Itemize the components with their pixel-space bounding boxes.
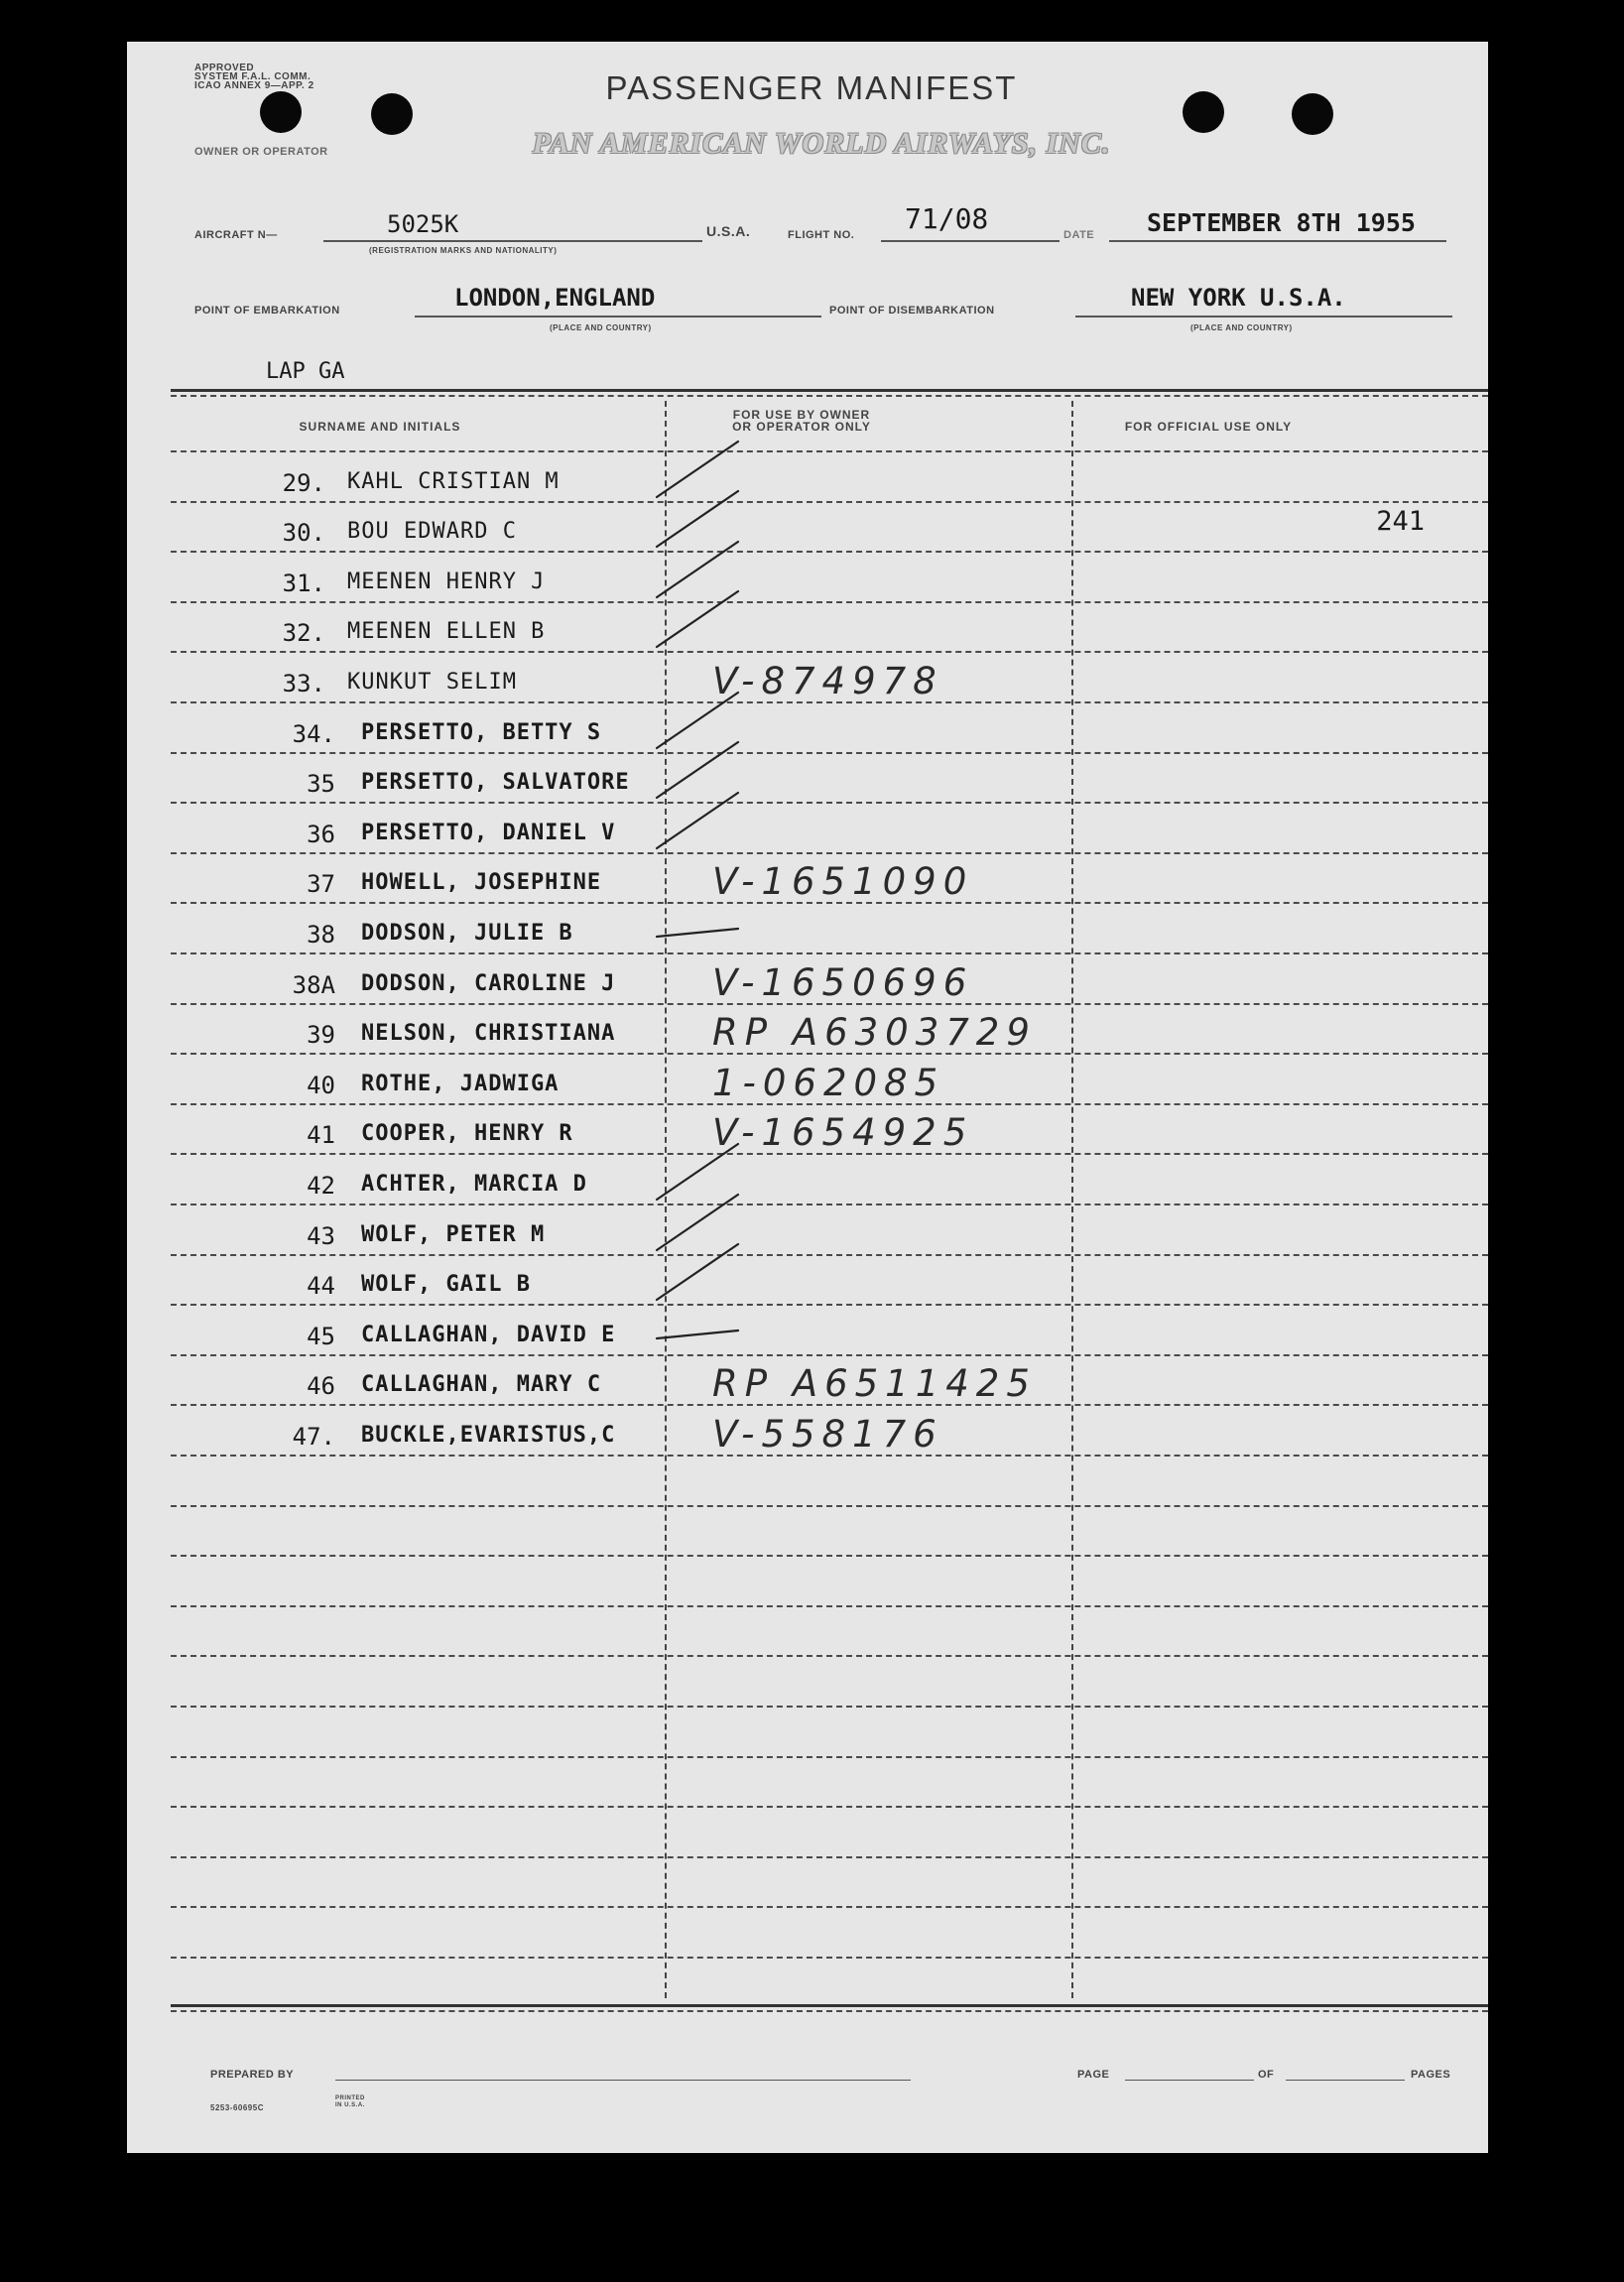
manifest-page	[127, 42, 1488, 2153]
table-row	[127, 815, 1488, 854]
embark-label: POINT OF EMBARKATION	[194, 305, 340, 317]
punch-hole	[1292, 93, 1333, 135]
passenger-name: KUNKUT SELIM	[347, 670, 517, 695]
passenger-number: 37	[307, 870, 335, 898]
operator-name: PAN AMERICAN WORLD AIRWAYS, INC.	[532, 127, 1111, 160]
approval-note	[194, 63, 314, 90]
passenger-name: BOU EDWARD C	[347, 519, 517, 544]
check-mark-icon	[653, 583, 742, 653]
passenger-number: 42	[307, 1172, 335, 1200]
date-label: DATE	[1063, 229, 1095, 241]
table-row	[127, 564, 1488, 603]
passenger-name: CALLAGHAN, DAVID E	[361, 1323, 616, 1347]
passenger-name: ACHTER, MARCIA D	[361, 1172, 587, 1197]
disembark-sub: (PLACE AND COUNTRY)	[1190, 323, 1293, 332]
table-row	[127, 1166, 1488, 1205]
document-number: V-1650696	[712, 961, 974, 1004]
table-row	[127, 513, 1488, 553]
aircraft-sub: (REGISTRATION MARKS AND NATIONALITY)	[369, 246, 558, 255]
prepared-label: PREPARED BY	[210, 2069, 295, 2081]
table-row	[127, 764, 1488, 804]
table-row	[127, 1266, 1488, 1306]
passenger-name: WOLF, PETER M	[361, 1222, 546, 1247]
aircraft-label: AIRCRAFT N—	[194, 229, 278, 241]
usa-label: U.S.A.	[706, 223, 751, 239]
page-title: PASSENGER MANIFEST	[605, 69, 1018, 106]
header-note: LAP GA	[266, 359, 345, 384]
table-row	[127, 1413, 1488, 1457]
passenger-name: PERSETTO, DANIEL V	[361, 821, 616, 845]
passenger-name: MEENEN ELLEN B	[347, 619, 546, 644]
passenger-name: MEENEN HENRY J	[347, 570, 546, 594]
table-row	[127, 1111, 1488, 1155]
table-row	[127, 1062, 1488, 1105]
passenger-number: 44	[307, 1272, 335, 1300]
table-row	[127, 660, 1488, 703]
passenger-number: 38A	[292, 971, 335, 999]
passenger-number: 29.	[282, 469, 325, 497]
official-note: 241	[1376, 506, 1425, 537]
pages-label: PAGES	[1411, 2069, 1451, 2081]
document-number: V-1654925	[712, 1111, 974, 1154]
check-mark-icon	[653, 785, 742, 854]
embark-value: LONDON,ENGLAND	[454, 284, 656, 312]
form-number: 5253-60695C	[210, 2103, 264, 2112]
page-label: PAGE	[1077, 2069, 1110, 2081]
document-number: V-874978	[712, 660, 943, 702]
passenger-number: 43	[307, 1222, 335, 1250]
passenger-number: 30.	[282, 519, 325, 547]
disembark-label: POINT OF DISEMBARKATION	[829, 305, 995, 317]
passenger-name: CALLAGHAN, MARY C	[361, 1372, 602, 1397]
passenger-number: 46	[307, 1372, 335, 1400]
passenger-name: PERSETTO, SALVATORE	[361, 770, 630, 795]
table-row	[127, 961, 1488, 1005]
passenger-name: HOWELL, JOSEPHINE	[361, 870, 602, 895]
document-number: V-1651090	[712, 860, 974, 903]
passenger-number: 34.	[292, 720, 335, 748]
table-row	[127, 1317, 1488, 1356]
table-row	[127, 1011, 1488, 1055]
dash-mark-icon	[653, 1287, 742, 1356]
col-owner-use-line: OR OPERATOR ONLY	[732, 420, 871, 434]
passenger-number: 32.	[282, 619, 325, 647]
approval-line: SYSTEM F.A.L. COMM.	[194, 71, 312, 82]
passenger-name: KAHL CRISTIAN M	[347, 469, 560, 494]
passenger-number: 36	[307, 821, 335, 848]
table-row	[127, 1216, 1488, 1256]
passenger-name: DODSON, JULIE B	[361, 921, 573, 946]
passenger-name: BUCKLE,EVARISTUS,C	[361, 1423, 616, 1448]
embark-sub: (PLACE AND COUNTRY)	[550, 323, 652, 332]
passenger-name: COOPER, HENRY R	[361, 1121, 573, 1146]
date-value: SEPTEMBER 8TH 1955	[1147, 208, 1416, 237]
passenger-name: DODSON, CAROLINE J	[361, 971, 616, 996]
punch-hole	[260, 91, 302, 133]
punch-hole	[1183, 91, 1224, 133]
flight-value: 71/08	[905, 202, 989, 235]
passenger-name: ROTHE, JADWIGA	[361, 1072, 560, 1096]
table-row	[127, 860, 1488, 904]
document-number: RP A6303729	[712, 1011, 1037, 1054]
document-number: 1-062085	[712, 1062, 945, 1104]
of-label: OF	[1258, 2069, 1275, 2081]
table-row	[127, 463, 1488, 503]
col-owner-use-line: FOR USE BY OWNER	[732, 408, 871, 422]
table-row	[127, 714, 1488, 754]
passenger-name: NELSON, CHRISTIANA	[361, 1021, 616, 1046]
table-row	[127, 1362, 1488, 1406]
passenger-number: 45	[307, 1323, 335, 1350]
document-number: RP A6511425	[712, 1362, 1037, 1405]
owner-label: OWNER OR OPERATOR	[194, 146, 328, 158]
document-number: V-558176	[712, 1413, 943, 1456]
table-row	[127, 915, 1488, 954]
aircraft-value: 5025K	[387, 210, 459, 238]
passenger-name: PERSETTO, BETTY S	[361, 720, 602, 745]
col-official-use: FOR OFFICIAL USE ONLY	[1124, 420, 1293, 434]
approval-line: APPROVED	[194, 63, 255, 73]
approval-line: ICAO ANNEX 9—APP. 2	[194, 80, 314, 91]
punch-hole	[371, 93, 413, 135]
passenger-number: 47.	[292, 1423, 335, 1451]
passenger-number: 40	[307, 1072, 335, 1099]
disembark-value: NEW YORK U.S.A.	[1131, 284, 1346, 312]
passenger-number: 39	[307, 1021, 335, 1049]
passenger-number: 41	[307, 1121, 335, 1149]
passenger-number: 38	[307, 921, 335, 949]
flight-label: FLIGHT NO.	[788, 229, 855, 241]
passenger-number: 33.	[282, 670, 325, 697]
col-surname: SURNAME AND INITIALS	[299, 420, 461, 434]
passenger-name: WOLF, GAIL B	[361, 1272, 531, 1297]
dash-mark-icon	[653, 885, 742, 954]
printed-note: PRINTED IN U.S.A.	[335, 2095, 365, 2108]
passenger-number: 35	[307, 770, 335, 798]
table-row	[127, 613, 1488, 653]
passenger-number: 31.	[282, 570, 325, 597]
col-owner-use	[663, 409, 940, 433]
